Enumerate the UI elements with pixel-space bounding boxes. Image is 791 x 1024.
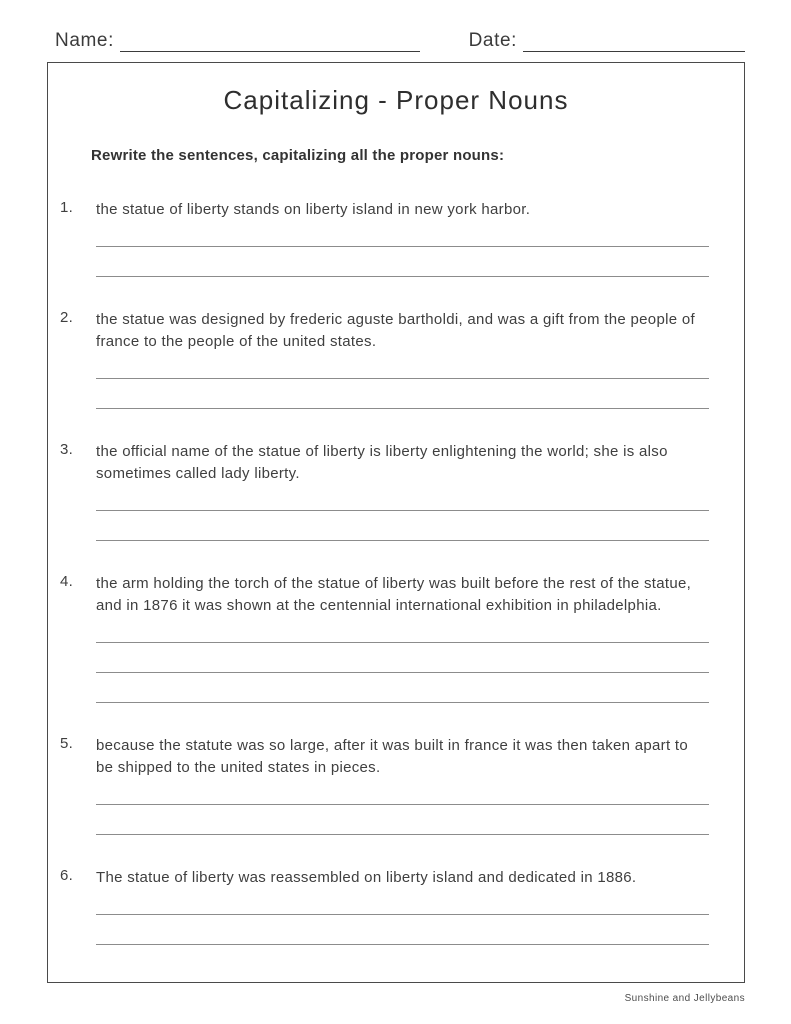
header-fields xyxy=(55,30,745,52)
answer-lines xyxy=(96,221,709,277)
item-sentence: the statue of liberty stands on liberty island in new york harbor. xyxy=(96,201,531,218)
credit-text: Sunshine and Jellybeans xyxy=(624,993,745,1004)
answer-line xyxy=(96,889,709,915)
item-sentence: the arm holding the torch of the statue of liberty was built before the rest of the statue, and in 1876 it was shown at the centennial international exhibition in philadelphia. xyxy=(96,575,692,614)
answer-line xyxy=(96,485,709,511)
answer-line xyxy=(96,643,709,673)
answer-line xyxy=(96,673,709,703)
answer-line xyxy=(96,915,709,945)
worksheet-item-4 xyxy=(48,573,744,703)
worksheet-item-3 xyxy=(48,441,744,541)
item-sentence: because the statute was so large, after it was built in france it was then taken apart to be shipped to the united states in pieces. xyxy=(96,737,689,776)
item-sentence: the official name of the statue of liberty is liberty enlightening the world; she is also sometimes called lady liberty. xyxy=(96,443,668,482)
answer-lines xyxy=(96,779,709,835)
answer-lines xyxy=(96,485,709,541)
answer-line xyxy=(96,805,709,835)
item-sentence: the statue was designed by frederic aguste bartholdi, and was a gift from the people of france to the people of the united states. xyxy=(96,311,695,350)
name-field-group xyxy=(55,30,420,52)
instructions-text: Rewrite the sentences, capitalizing all the proper nouns: xyxy=(91,147,505,164)
item-number: 5. xyxy=(60,735,74,752)
worksheet-item-2 xyxy=(48,309,744,409)
item-sentence: The statue of liberty was reassembled on liberty island and dedicated in 1886. xyxy=(96,869,637,886)
answer-line xyxy=(96,511,709,541)
name-label: Name: xyxy=(55,30,114,51)
item-number: 6. xyxy=(60,867,74,884)
worksheet-item-5 xyxy=(48,735,744,835)
answer-line xyxy=(96,221,709,247)
worksheet-item-6 xyxy=(48,867,744,945)
answer-line xyxy=(96,779,709,805)
worksheet-border-box xyxy=(47,62,745,983)
item-number: 3. xyxy=(60,441,74,458)
name-blank-line xyxy=(120,30,420,52)
answer-line xyxy=(96,353,709,379)
answer-line xyxy=(96,379,709,409)
answer-line xyxy=(96,247,709,277)
answer-line xyxy=(96,617,709,643)
answer-lines xyxy=(96,617,709,703)
date-field-group xyxy=(469,30,745,52)
item-number: 4. xyxy=(60,573,74,590)
item-number: 1. xyxy=(60,199,74,216)
date-blank-line xyxy=(523,30,745,52)
item-number: 2. xyxy=(60,309,74,326)
answer-lines xyxy=(96,889,709,945)
answer-lines xyxy=(96,353,709,409)
page-title: Capitalizing - Proper Nouns xyxy=(223,85,569,115)
worksheet-item-1 xyxy=(48,199,744,277)
date-label: Date: xyxy=(468,30,517,51)
